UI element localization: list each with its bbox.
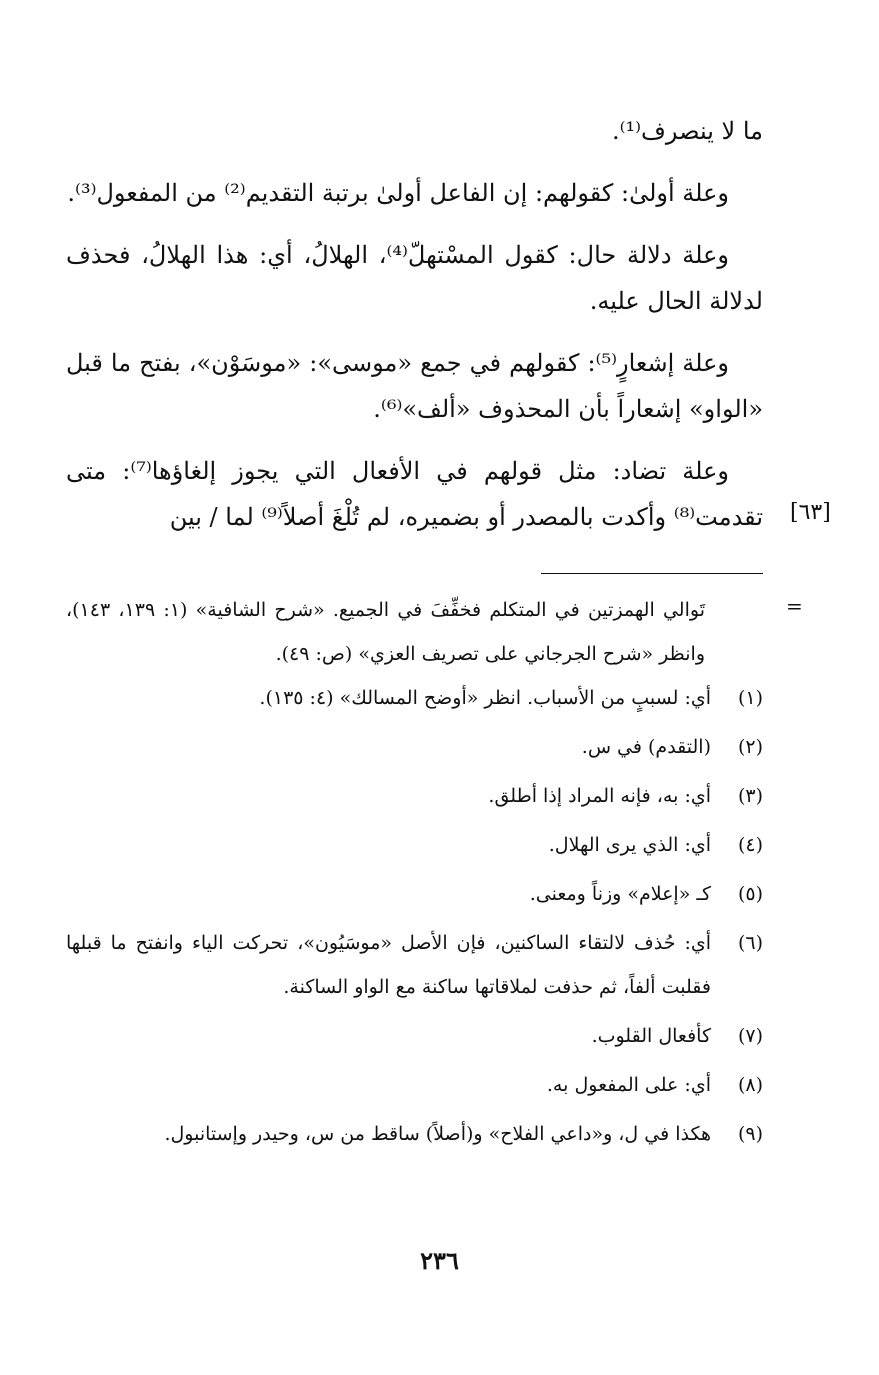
footnote-number: (٢) (737, 736, 763, 758)
paragraph-1: ما لا ينصرف⁽¹⁾. (611, 117, 763, 145)
footnote-number: (٩) (737, 1123, 763, 1145)
footnote-item (66, 1112, 763, 1156)
footnote-text: أي: لسببٍ من الأسباب. انظر «أوضح المسالك» (٤: ١٣٥). (259, 687, 711, 709)
footnote-item (66, 872, 763, 916)
footnote-continuation-marker: = (786, 594, 803, 618)
footnote-item (66, 725, 763, 769)
footnote-number: (١) (737, 687, 763, 709)
footnote-separator (541, 573, 763, 574)
page-number: ٢٣٦ (420, 1246, 459, 1275)
paragraph-4: وعلة إشعارٍ⁽⁵⁾: كقولهم في جمع «موسى»: «موسَوْن»، بفتح ما قبل «الواو» إشعاراً بأن المحذوف «ألف»⁽⁶⁾. (66, 349, 763, 423)
footnote-item (66, 774, 763, 818)
footnote-text: أي: على المفعول به. (546, 1074, 711, 1096)
footnote-item (66, 823, 763, 867)
paragraph-5: وعلة تضاد: مثل قولهم في الأفعال التي يجوز إلغاؤها⁽⁷⁾: متى تقدمت⁽⁸⁾ وأكدت بالمصدر أو بضميره، لم تُلْغَ أصلاً⁽⁹⁾ لما / بين (66, 457, 763, 531)
footnote-number: (٧) (737, 1025, 763, 1047)
footnote-item (66, 1063, 763, 1107)
paragraph-3: وعلة دلالة حال: كقول المسْتهلّ⁽⁴⁾، الهلالُ، أي: هذا الهلالُ، فحذف لدلالة الحال عليه. (66, 241, 763, 315)
footnote-text: أي: حُذف لالتقاء الساكنين، فإن الأصل «موسَيُون»، تحركت الياء وانفتح ما قبلها فقلبت ألفاً، ثم حذفت لملاقاتها ساكنة مع الواو الساكنة. (66, 932, 711, 998)
footnote-item (66, 676, 763, 720)
footnote-item (66, 921, 763, 1009)
manuscript-folio-marker: [٦٣] (790, 500, 831, 525)
footnote-number: (٦) (737, 932, 763, 954)
footnote-number: (٨) (737, 1074, 763, 1096)
footnote-text: (التقدم) في س. (581, 736, 711, 758)
footnote-number: (٤) (737, 834, 763, 856)
footnote-number: (٥) (737, 883, 763, 905)
footnote-number: (٣) (737, 785, 763, 807)
footnote-text: أي: به، فإنه المراد إذا أطلق. (488, 785, 711, 807)
footnote-text: أي: الذي يرى الهلال. (548, 834, 711, 856)
main-text (66, 108, 763, 556)
footnote-text: كـ «إعلام» وزناً ومعنى. (529, 883, 711, 905)
footnote-text: كأفعال القلوب. (591, 1025, 711, 1047)
footnote-text: هكذا في ل، و«داعي الفلاح» و(أصلاً) ساقط من س، وحيدر وإستانبول. (164, 1123, 711, 1145)
footnote-continuation: تَوالي الهمزتين في المتكلم فخفِّفَ في الجميع. «شرح الشافية» (١: ١٣٩، ١٤٣)، وانظر «شرح الجرجاني على تصريف العزي» (ص: ٤٩). (66, 599, 705, 665)
footnotes (66, 588, 763, 1161)
footnote-item (66, 1014, 763, 1058)
paragraph-2: وعلة أولىٰ: كقولهم: إن الفاعل أولىٰ برتبة التقديم⁽²⁾ من المفعول⁽³⁾. (67, 179, 729, 207)
